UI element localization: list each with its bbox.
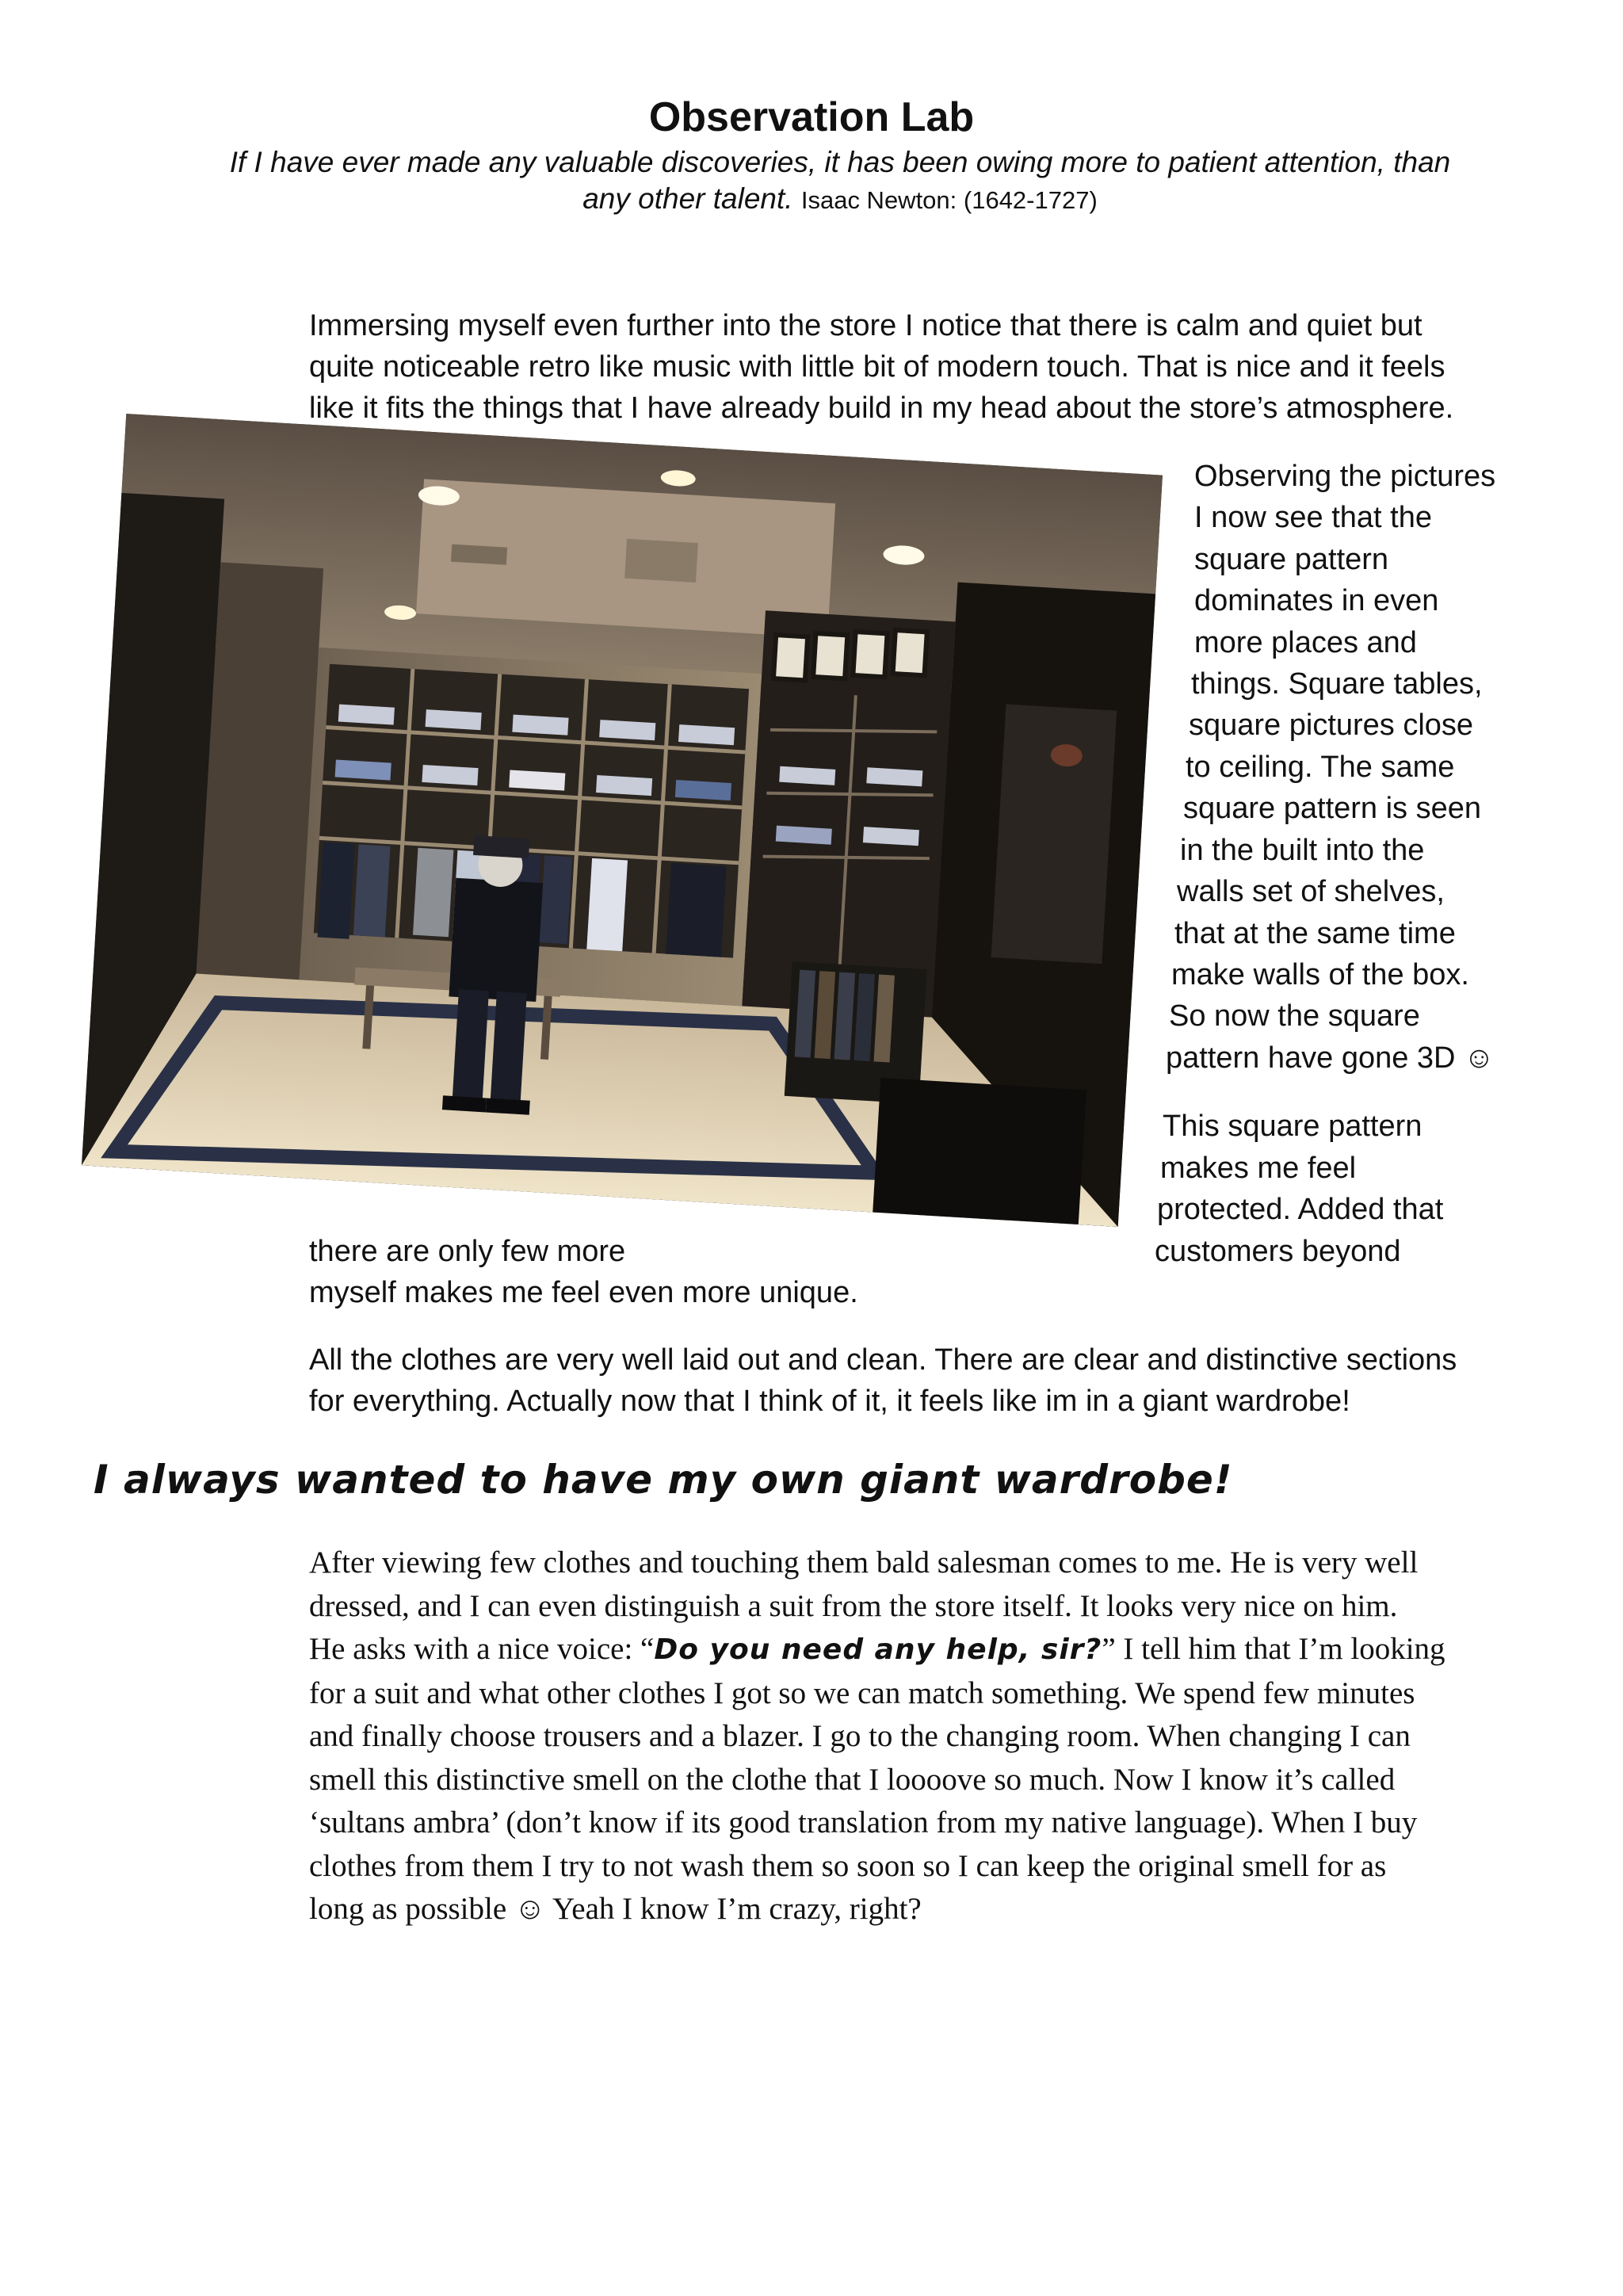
sidebar-line: to ceiling. The same	[1186, 751, 1455, 784]
sidebar-line: This square pattern	[1163, 1110, 1423, 1143]
quote-line-2: any other talent.	[582, 182, 793, 215]
newton-quote	[182, 144, 1498, 219]
sidebar-line: that at the same time	[1174, 917, 1456, 950]
sidebar-line: walls set of shelves,	[1177, 875, 1445, 908]
store-interior-illustration	[82, 414, 1163, 1227]
intro-paragraph	[309, 305, 1545, 429]
page-title: Observation Lab	[648, 94, 975, 140]
quote-author: Isaac Newton: (1642-1727)	[800, 186, 1098, 214]
story-line: and finally choose trousers and a blazer. I go to the changing room. When changing I can	[309, 1719, 1411, 1753]
story-line: for a suit and what other clothes I got so we can match something. We spend few minutes	[309, 1675, 1415, 1710]
after-photo-line: myself makes me feel even more unique.	[309, 1276, 858, 1309]
story-line: long as possible ☺ Yeah I know I’m crazy, right?	[309, 1892, 922, 1926]
story-line	[309, 1628, 1514, 1672]
after-photo-line: there are only few more	[309, 1235, 626, 1268]
intro-line: quite noticeable retro like music with little bit of modern touch. That is nice and it feels	[309, 350, 1445, 384]
sidebar-line: customers beyond	[1155, 1235, 1401, 1268]
sidebar-line: makes me feel	[1160, 1152, 1357, 1185]
sidebar-line: Observing the pictures	[1194, 460, 1496, 493]
clothes-line: for everything. Actually now that I think of it, it feels like im in a giant wardrobe!	[309, 1385, 1350, 1418]
story-line-3-start: He asks with a nice voice: “	[309, 1632, 655, 1666]
story-line: clothes from them I try to not wash them so soon so I can keep the original smell for as	[309, 1848, 1387, 1883]
sidebar-line: So now the square	[1169, 999, 1420, 1033]
sidebar-line: make walls of the box.	[1171, 958, 1469, 991]
sidebar-line: dominates in even	[1194, 584, 1439, 617]
sidebar-line: I now see that the	[1194, 501, 1432, 534]
sidebar-line: pattern have gone 3D ☺	[1166, 1041, 1495, 1075]
story-line: dressed, and I can even distinguish a suit from the store itself. It looks very nice on him.	[309, 1588, 1398, 1623]
sidebar-line: square pictures close	[1189, 709, 1474, 742]
sidebar-line: protected. Added that	[1157, 1193, 1444, 1226]
sidebar-line: things. Square tables,	[1191, 667, 1483, 701]
handwritten-slogan: I always wanted to have my own giant wardrobe!	[94, 1457, 1233, 1503]
story-line: After viewing few clothes and touching them bald salesman comes to me. He is very well	[309, 1545, 1419, 1580]
story-line: smell this distinctive smell on the clothe that I loooove so much. Now I know it’s called	[309, 1762, 1396, 1797]
clothes-paragraph	[309, 1339, 1545, 1422]
story-line: ‘sultans ambra’ (don’t know if its good translation from my native language). When I buy	[309, 1805, 1418, 1839]
intro-line: Immersing myself even further into the store I notice that there is calm and quiet but	[309, 309, 1423, 342]
quote-line-1: If I have ever made any valuable discoveries, it has been owing more to patient attention, than	[229, 146, 1451, 178]
sidebar-line: square pattern	[1194, 543, 1389, 576]
clothes-line: All the clothes are very well laid out and clean. There are clear and distinctive sections	[309, 1343, 1457, 1377]
story-paragraph	[309, 1541, 1514, 1931]
sidebar-line: more places and	[1194, 626, 1417, 659]
sidebar-line: in the built into the	[1180, 834, 1425, 867]
story-line-3-end: ” I tell him that I’m looking	[1102, 1632, 1445, 1666]
after-photo-paragraph	[309, 1231, 1260, 1313]
intro-line: like it fits the things that I have already build in my head about the store’s atmosphere.	[309, 392, 1454, 425]
salesman-quote: Do you need any help, sir?	[654, 1633, 1102, 1666]
sidebar-line: square pattern is seen	[1183, 792, 1482, 825]
store-photo	[82, 414, 1163, 1227]
